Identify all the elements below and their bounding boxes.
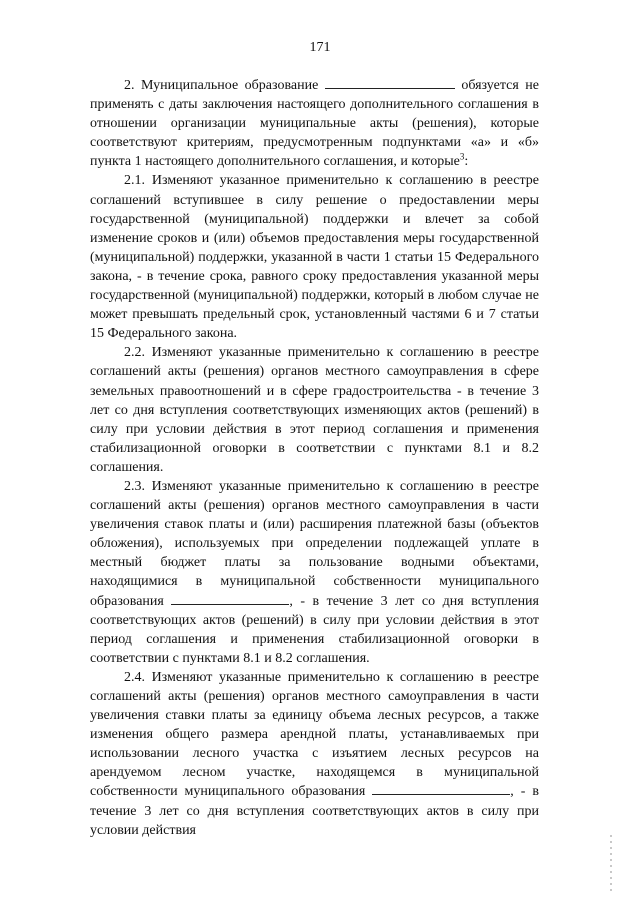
paragraph-2-text-start: 2. Муниципальное образование: [124, 78, 325, 93]
paragraph-2-2: 2.2. Изменяют указанные применительно к соглашению в реестре соглашений акты (решения) органов местного самоуправления в сфере земельных правоотношений и в сфере градостроительства - в течение 3 лет со дня вступления соответствующих изменяющих актов (решений) в силу при условии действия в этот период соглашения и применения стабилизационной оговорки в соответствии с пунктами 8.1 и 8.2 соглашения.: [90, 345, 539, 475]
paragraph-2-4-text-end: , - в течение 3 лет со дня вступления соответствующих актов в силу при условии действия: [90, 784, 539, 838]
paragraph-2-tail: :: [464, 154, 469, 170]
page-number: 171: [309, 40, 331, 55]
paragraph-2-3-text-start: 2.3. Изменяют указанные применительно к соглашению в реестре соглашений акты (решения) органов местного самоуправления в части увеличения ставок платы и (или) расширения платежной базы (объектов обложения), используемых при определении подлежащей уплате в местный бюджет платы за пользование водными объектами, находящимися в муниципальной собственности муниципального образования: [90, 478, 539, 609]
blank-line-municipality: [171, 592, 289, 605]
paragraph-2-3-text-end: , - в течение 3 лет со дня вступления соответствующих актов (решений) в силу при условии действия в этот период соглашения и применения стабилизационной оговорки в соответствии с пунктами 8.1 и 8.2 соглашения.: [90, 593, 539, 666]
paragraph-2-3: [90, 477, 539, 668]
paragraph-2-text-end: обязуется не применять с даты заключения настоящего дополнительного соглашения в отношении организации муниципальные акты (решения), которые соответствуют критериям, предусмотренным подпунктами «а» и «б» пункта 1 настоящего дополнительного соглашения, и которые: [90, 78, 539, 170]
paragraph-2-4-text-start: 2.4. Изменяют указанные применительно к соглашению в реестре соглашений акты (решения) органов местного самоуправления в части увеличения ставки платы за единицу объема лесных ресурсов, а также изменения общего размера арендной платы, устанавливаемых при использовании лесного участка с изъятием лесных ресурсов на арендуемом лесном участке, находящемся в муниципальной собственности муниципального образования: [90, 669, 539, 800]
footnote-mark: 3: [459, 151, 465, 162]
paragraph-2-1: 2.1. Изменяют указанное применительно к соглашению в реестре соглашений вступившее в силу решение о предоставлении меры государственной (муниципальной) поддержки и влечет за собой изменение сроков и (или) объемов предоставления меры государственной (муниципальной) поддержки, указанной в части 1 статьи 15 Федерального закона, - в течение срока, равного сроку предоставления указанной меры государственной (муниципальной) поддержки, который в любом случае не может превышать предельный срок, установленный частями 6 и 7 статьи 15 Федерального закона.: [90, 173, 539, 342]
document-body: [90, 76, 539, 840]
blank-line-municipality: [325, 76, 455, 89]
paragraph-2-4: [90, 668, 539, 840]
blank-line-municipality: [372, 782, 510, 795]
paragraph-2: [90, 76, 539, 171]
scan-edge-marks: [610, 835, 612, 895]
